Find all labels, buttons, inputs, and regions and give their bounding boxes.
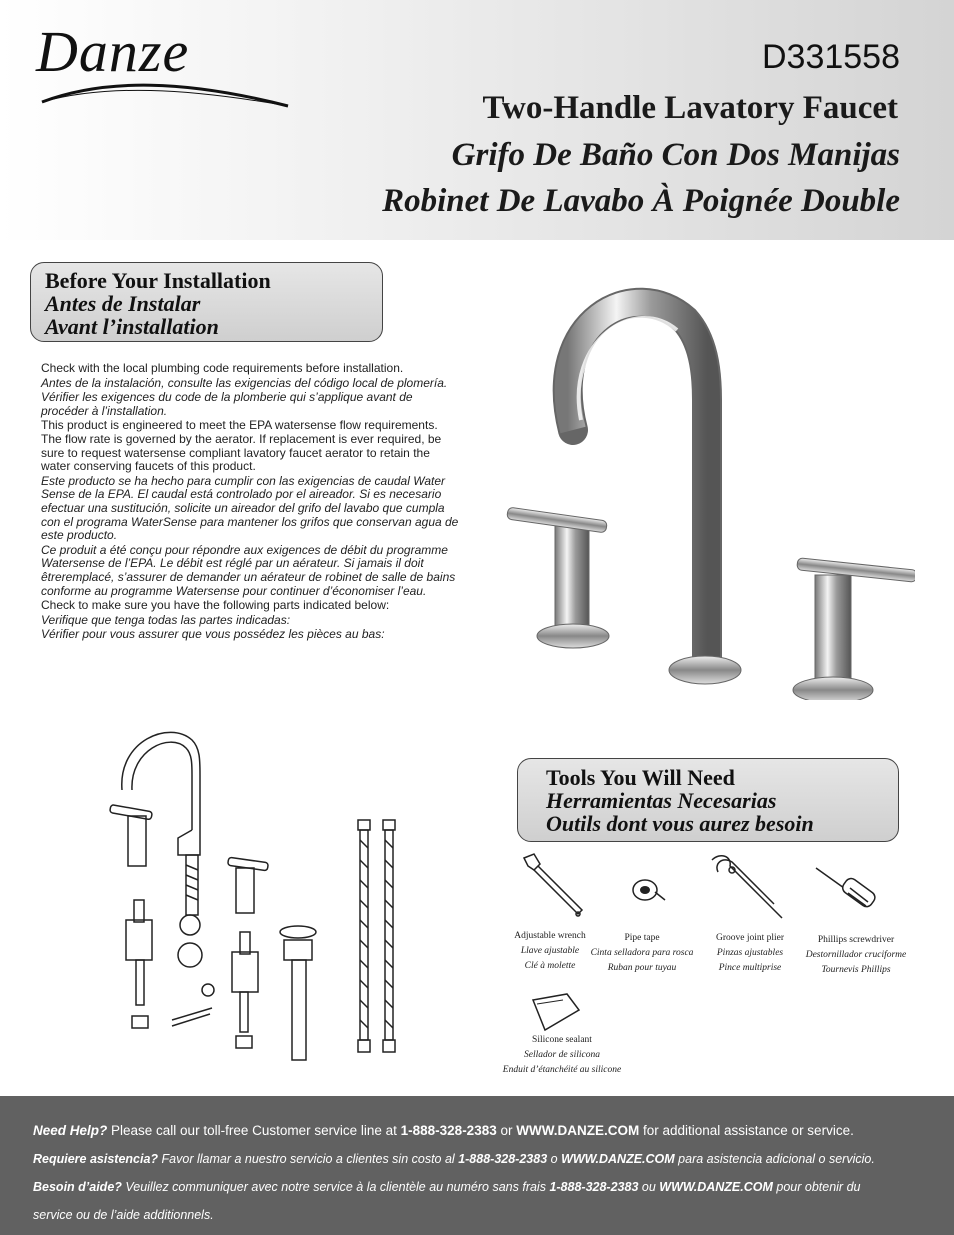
footer-or-en: or [496,1123,517,1138]
pipe-tape-icon [627,876,667,906]
brand-name: Danze [36,19,190,84]
tool-screwdriver-en: Phillips screwdriver [817,935,895,945]
note-1-es: Antes de la instalación, consulte las exigencias del código local de plomería. [41,375,448,390]
help-footer [0,1096,954,1235]
logo-swoosh [36,18,296,110]
footer-line-fr-2: service ou de l’aide additionnels. [33,1208,214,1222]
tool-sealant-fr: Enduit d’étanchéité au silicone [502,1065,622,1075]
footer-en-text: Please call our toll-free Customer service line at [107,1123,401,1138]
tool-tape-fr: Ruban pour tuyau [607,963,677,973]
tool-wrench-fr: Clé à molette [524,961,576,971]
tools-heading-es: Herramientas Necesarias [546,788,777,813]
requiere-asistencia-label: Requiere asistencia? [33,1152,159,1166]
tool-screwdriver-es: Destornillador cruciforme [805,950,907,960]
footer-fr-tail: pour obtenir du [772,1180,861,1194]
tool-sealant-es: Sellador de silicona [524,1050,600,1060]
footer-line-en [33,1123,854,1138]
installation-notes [41,362,461,643]
header-band [0,0,954,240]
footer-line-fr [33,1180,860,1194]
note-2-fr: Ce produit a été conçu pour répondre aux exigences de débit du programme Watersense de l’EPA. Le débit est réglé par un aérateur. Si jamais il doit êtreremplacé, s’assurer de demander un aérateur de robinet de salle de bains conforme au programme Watersense pour continuer d’économiser l’eau. [41,542,456,598]
tool-label-pipe-tape [587,931,697,976]
before-heading-es: Antes de Instalar [45,291,201,316]
danze-logo [36,18,296,110]
footer-es-text: Favor llamar a nuestro servicio a clientes sin costo al [158,1152,459,1166]
tool-label-sealant [497,1033,627,1078]
tool-screwdriver-fr: Tournevis Phillips [821,965,891,975]
tool-wrench-en: Adjustable wrench [514,931,586,941]
title-spanish: Grifo De Baño Con Dos Manijas [451,137,900,173]
tool-tape-es: Cinta selladora para rosca [590,948,694,958]
note-1-fr: Vérifier les exigences du code de la plomberie qui s’applique avant de procéder à l’installation. [41,390,413,418]
before-heading-fr: Avant l’installation [45,314,219,339]
note-3-en: Check to make sure you have the following parts indicated below: [41,598,390,613]
phone-link-fr[interactable]: 1-888-328-2383 [549,1180,639,1194]
tool-wrench-es: Llave ajustable [520,946,580,956]
phone-link-es[interactable]: 1-888-328-2383 [458,1152,548,1166]
tool-label-screwdriver [800,933,912,978]
footer-fr-text: Veuillez communiquer avec notre service à la clientèle au numéro sans frais [121,1180,550,1194]
footer-es-tail: para asistencia adicional o servicio. [674,1152,875,1166]
footer-or-es: o [547,1152,562,1166]
adjustable-wrench-icon [516,852,586,924]
footer-line-es [33,1152,875,1166]
title-english: Two-Handle Lavatory Faucet [482,90,898,126]
website-link-es[interactable]: WWW.DANZE.COM [561,1152,675,1166]
besoin-aide-label: Besoin d’aide? [33,1180,122,1194]
tools-heading-en: Tools You Will Need [546,765,735,790]
note-2-es: Este producto se ha hecho para cumplir con las exigencias de caudal Water Sense de la EPA. El caudal está controlado por el aireador. Si es necesario efectuar una sustitución, solicite un aireador del grifo del lavabo que cumpla con el programa WaterSense para mantener los grifos que conservan agua de este producto. [41,473,459,543]
note-3-fr: Vérifier pour vous assurer que vous possédez les pièces au bas: [41,627,385,642]
faucet-photo [485,280,915,700]
groove-joint-plier-icon [708,852,788,922]
note-3-es: Verifique que tenga todas las partes indicadas: [41,612,291,627]
footer-or-fr: ou [638,1180,660,1194]
tool-plier-en: Groove joint plier [715,933,785,943]
tool-plier-es: Pinzas ajustables [716,948,784,958]
phone-link-en[interactable]: 1-888-328-2383 [400,1123,497,1138]
tool-label-plier [700,931,800,976]
note-1-en: Check with the local plumbing code requirements before installation. [41,361,404,375]
tools-heading-fr: Outils dont vous aurez besoin [546,811,814,836]
website-link-fr[interactable]: WWW.DANZE.COM [659,1180,773,1194]
title-french: Robinet De Lavabo À Poignée Double [382,183,900,219]
need-help-label: Need Help? [33,1123,108,1138]
before-heading-en: Before Your Installation [45,268,271,293]
phillips-screwdriver-icon [810,862,880,922]
footer-en-tail: for additional assistance or service. [639,1123,854,1138]
note-2-en: This product is engineered to meet the EPA watersense flow requirements. The flow rate is governed by the aerator. If replacement is ever required, be sure to request watersense compliant lavatory faucet aerator to retain the water conserving faucets of this product. [41,418,442,474]
tool-plier-fr: Pince multiprise [718,963,782,973]
parts-diagram [100,720,430,1070]
tools-heading [517,758,899,842]
before-installation-heading [30,262,383,342]
tool-sealant-en: Silicone sealant [532,1035,592,1045]
tool-label-wrench [500,929,600,974]
website-link-en[interactable]: WWW.DANZE.COM [516,1123,640,1138]
model-number: D331558 [761,38,900,76]
tool-tape-en: Pipe tape [624,933,660,943]
